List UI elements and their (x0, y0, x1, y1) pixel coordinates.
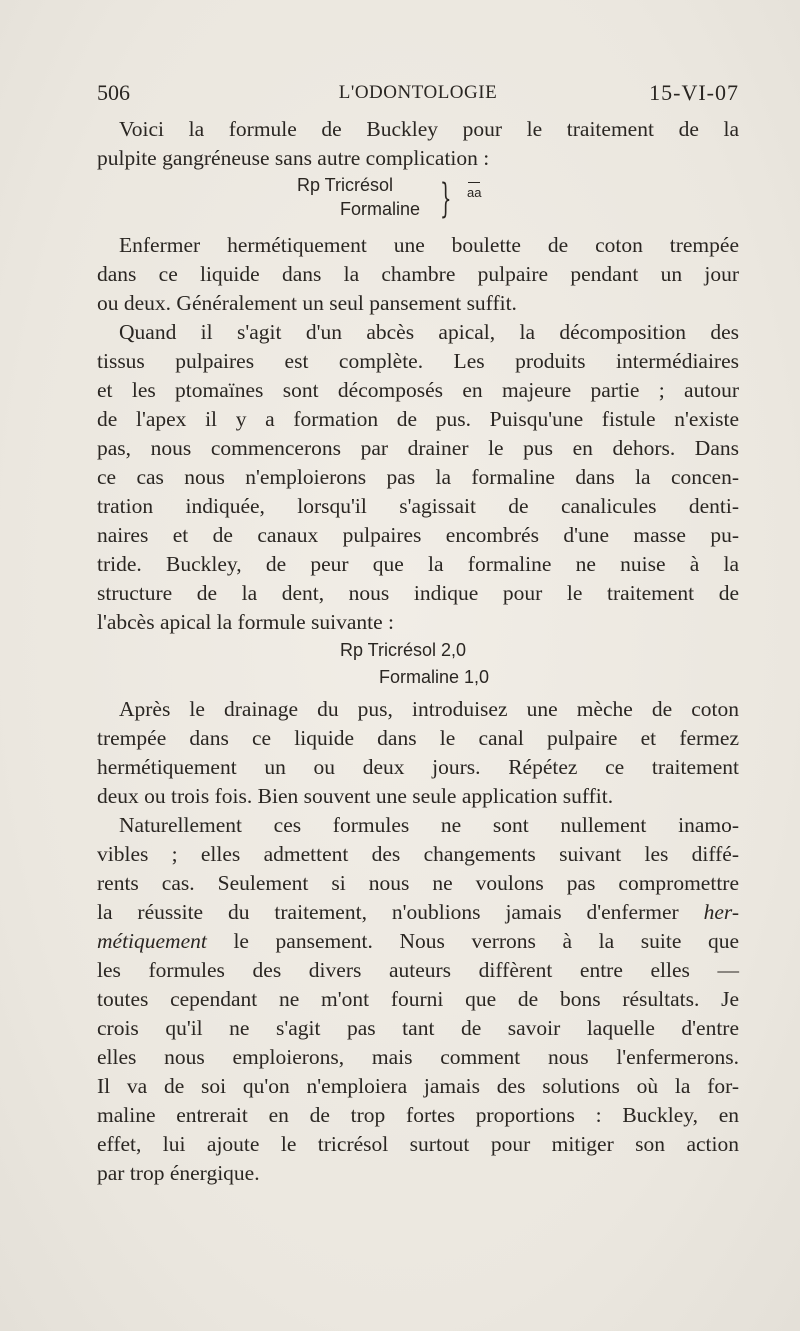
emphasis-text: métiquement (97, 929, 207, 953)
text-line: effet, lui ajoute le tricrésol surtout pour mitiger son action (97, 1132, 739, 1156)
text-line: ou deux. Généralement un seul pansement suffit. (97, 291, 517, 315)
text-line: tissus pulpaires est complète. Les produits intermédiaires (97, 349, 739, 373)
brace-symbol: } (440, 176, 452, 222)
text-line: naires et de canaux pulpaires encombrés d'une masse pu- (97, 523, 739, 547)
text-line: l'abcès apical la formule suivante : (97, 610, 394, 634)
aa-overline (468, 182, 480, 183)
paragraph-2 (97, 231, 739, 318)
text-line: hermétiquement un ou deux jours. Répétez ce traitement (97, 755, 739, 779)
prescription-2 (97, 637, 739, 695)
text-line: Il va de soi qu'on n'emploiera jamais des solutions où la for- (97, 1074, 739, 1098)
rx-line: Rp Tricrésol (297, 175, 394, 195)
text-span: la réussite du traitement, n'oublions jamais d'enfermer (97, 900, 704, 924)
text-line: elles nous emploierons, mais comment nous l'enfermerons. (97, 1045, 739, 1069)
text-line: rents cas. Seulement si nous ne voulons pas compromettre (97, 871, 739, 895)
text-line: deux ou trois fois. Bien souvent une seule application suffit. (97, 784, 614, 808)
text-line: Enfermer hermétiquement une boulette de coton trempée (119, 233, 739, 257)
text-line: crois qu'il ne s'agit pas tant de savoir laquelle d'entre (97, 1016, 739, 1040)
text-span: le pansement. Nous verrons à la suite que (206, 929, 739, 953)
text-line: structure de la dent, nous indique pour le traitement de (97, 581, 739, 605)
text-line: Voici la formule de Buckley pour le traitement de la (119, 117, 739, 141)
text-line: maline entrerait en de trop fortes proportions : Buckley, en (97, 1103, 739, 1127)
emphasis-text: her- (703, 900, 739, 924)
text-line: tration indiquée, lorsqu'il s'agissait de canalicules denti- (97, 494, 739, 518)
rx-line: Formaline (340, 199, 421, 219)
paragraph-5 (97, 811, 739, 1188)
running-header (97, 80, 739, 106)
text-line: de l'apex il y a formation de pus. Puisqu'une fistule n'existe (97, 407, 739, 431)
text-line: dans ce liquide dans la chambre pulpaire pendant un jour (97, 262, 739, 286)
text-line: les formules des divers auteurs diffèrent entre elles — (97, 958, 739, 982)
page-number: 506 (97, 80, 130, 105)
text-line: vibles ; elles admettent des changements suivant les diffé- (97, 842, 739, 866)
text-line: Naturellement ces formules ne sont nullement inamo- (119, 813, 739, 837)
body-text (97, 115, 739, 1188)
paragraph-4 (97, 695, 739, 811)
text-line: ce cas nous n'emploierons pas la formaline dans la concen- (97, 465, 739, 489)
paragraph-3 (97, 318, 739, 637)
prescription-1 (97, 173, 739, 231)
text-line: par trop énergique. (97, 1161, 260, 1185)
text-line: toutes cependant ne m'ont fourni que de bons résultats. Je (97, 987, 739, 1011)
ana-abbreviation: aa (467, 185, 482, 200)
text-line: pas, nous commencerons par drainer le pus en dehors. Dans (97, 436, 739, 460)
text-line: Quand il s'agit d'un abcès apical, la décomposition des (119, 320, 739, 344)
text-line (97, 898, 739, 927)
text-line: et les ptomaïnes sont décomposés en majeure partie ; autour (97, 378, 739, 402)
text-line: Après le drainage du pus, introduisez une mèche de coton (119, 697, 739, 721)
rx-line: Formaline 1,0 (379, 667, 490, 687)
issue-date: 15-VI-07 (649, 80, 739, 105)
paragraph-1 (97, 115, 739, 173)
text-line: tride. Buckley, de peur que la formaline ne nuise à la (97, 552, 739, 576)
text-line (97, 927, 739, 956)
journal-title: L'ODONTOLOGIE (338, 82, 498, 103)
text-line: trempée dans ce liquide dans le canal pulpaire et fermez (97, 726, 739, 750)
rx-line: Rp Tricrésol 2,0 (340, 640, 467, 660)
text-line: pulpite gangréneuse sans autre complication : (97, 146, 490, 170)
